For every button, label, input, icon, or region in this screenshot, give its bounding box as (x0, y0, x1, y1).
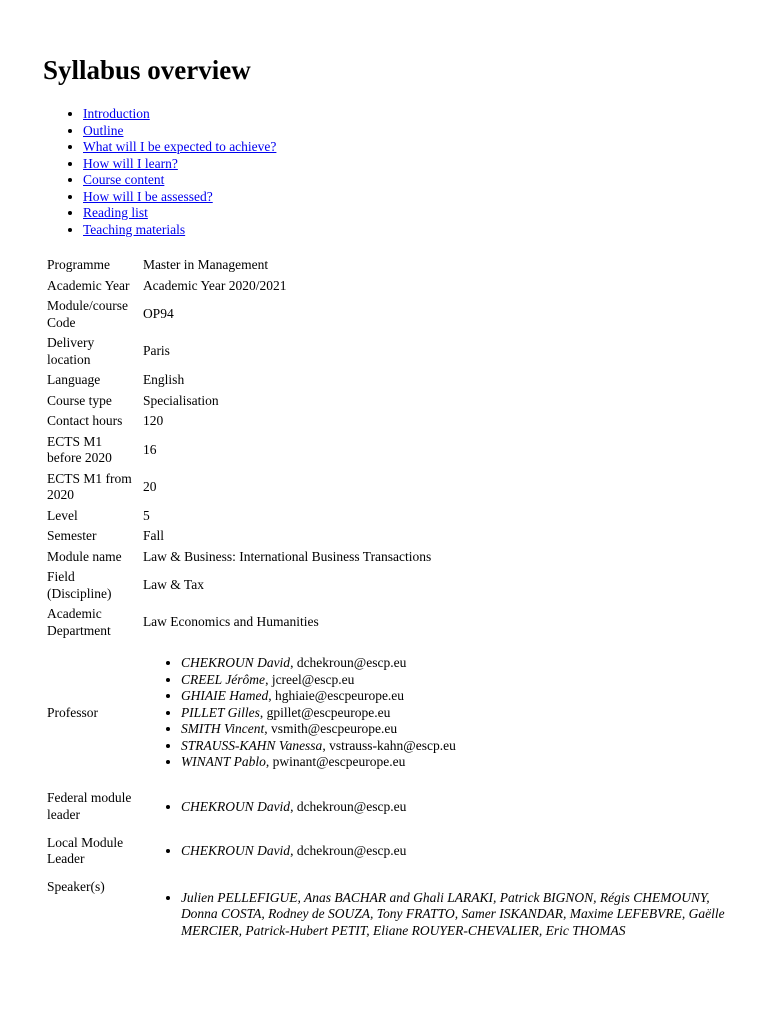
table-row (46, 548, 742, 567)
toc-link-assessment[interactable]: How will I be assessed? (83, 188, 213, 204)
row-value: Law & Business: International Business Transactions (142, 548, 432, 564)
row-value: Law Economics and Humanities (142, 614, 319, 630)
row-label: Delivery location (47, 335, 95, 367)
person-name: PILLET Gilles (180, 704, 260, 720)
row-label: Academic Year (47, 277, 130, 293)
person-email: , gpillet@escpeurope.eu (259, 704, 391, 720)
row-label: Module name (47, 548, 122, 564)
toc-link-outline[interactable]: Outline (83, 122, 124, 138)
row-label: Level (47, 507, 78, 523)
table-row (46, 527, 742, 546)
toc-link-course-content[interactable]: Course content (83, 172, 165, 187)
local-leader-label: Local Module Leader (47, 834, 124, 867)
table-row (46, 507, 742, 526)
speakers-text: • Julien PELLEFIGUE, Anas BACHAR and Ghali LARAKI, Patrick BIGNON, Régis CHEMOUNY, Donna COSTA, Rodney de SOUZA, Tony FRATTO, Samer ISKANDAR, Maxime LEFEBVRE, Gaëlle MERCIER, Patrick-Hubert PETIT, Eliane ROUYER-CHEVALIER, Eric THOMAS (181, 890, 741, 940)
row-value: English (142, 372, 185, 387)
speakers-cell (142, 875, 742, 953)
row-value: Paris (142, 343, 170, 359)
list-item (181, 672, 741, 689)
table-row (46, 568, 742, 603)
professor-list (143, 655, 741, 771)
row-value: Specialisation (142, 392, 219, 408)
person-email: , hghiaie@escpeurope.eu (268, 688, 405, 703)
row-label: Module/course Code (47, 298, 128, 330)
row-label: Programme (47, 257, 110, 272)
local-leader-cell (142, 830, 742, 873)
federal-leader-label: Federal module leader (47, 790, 132, 822)
professor-cell (142, 642, 742, 784)
toc-item (83, 156, 276, 173)
toc-link-how-will-i-learn[interactable]: How will I learn? (83, 155, 178, 171)
row-value: 16 (142, 441, 157, 457)
person-name: CHEKROUN David (180, 655, 291, 670)
speakers-label: Speaker(s) (47, 878, 105, 894)
table-row (46, 433, 742, 468)
table-row (46, 371, 742, 390)
toc-item (83, 205, 276, 222)
row-value: Fall (142, 528, 164, 543)
table-row (46, 470, 742, 505)
row-label: Academic Department (47, 606, 111, 638)
person-email: , dchekroun@escp.eu (290, 798, 407, 814)
row-value: 120 (142, 413, 164, 428)
row-value: Law & Tax (142, 577, 204, 593)
row-label: Field (Discipline) (47, 569, 112, 601)
toc-item (83, 106, 276, 123)
list-item (181, 799, 741, 816)
federal-leader-list (143, 799, 741, 816)
course-info-table (44, 254, 744, 954)
list-item (181, 655, 741, 672)
toc-link-reading-list[interactable]: Reading list (83, 205, 148, 220)
person-email: , dchekroun@escp.eu (290, 843, 407, 858)
person-name: CHEKROUN David (180, 843, 291, 858)
table-row (46, 830, 742, 873)
table-of-contents (43, 106, 276, 238)
person-email: , jcreel@escp.eu (265, 671, 355, 687)
row-value: OP94 (142, 306, 174, 322)
toc-item (83, 172, 276, 189)
professor-label: Professor (47, 704, 98, 720)
person-email: , vsmith@escpeurope.eu (264, 721, 398, 736)
toc-item (83, 139, 276, 156)
person-name: GHIAIE Hamed (180, 688, 269, 703)
row-value: Academic Year 2020/2021 (142, 277, 287, 293)
list-item (181, 721, 741, 738)
person-name: CHEKROUN David (180, 798, 291, 814)
row-value: Master in Management (142, 257, 269, 272)
table-row (46, 392, 742, 411)
person-email: , pwinant@escpeurope.eu (265, 754, 406, 769)
federal-leader-cell (142, 786, 742, 829)
table-row (46, 875, 742, 953)
table-row (46, 412, 742, 431)
table-row (46, 256, 742, 275)
person-name: STRAUSS-KAHN Vanessa (180, 737, 323, 753)
person-name: WINANT Pablo (180, 754, 266, 769)
toc-item (83, 189, 276, 206)
toc-link-introduction[interactable]: Introduction (83, 106, 150, 121)
list-item (181, 843, 741, 860)
toc-link-expected-to-achieve[interactable]: What will I be expected to achieve? (83, 139, 277, 154)
list-item (181, 754, 741, 771)
row-label: Course type (47, 392, 112, 408)
list-item (181, 738, 741, 755)
row-value: 5 (142, 507, 150, 523)
list-item (181, 705, 741, 722)
table-row (46, 334, 742, 369)
person-email: , dchekroun@escp.eu (290, 655, 407, 670)
speakers-list (143, 890, 741, 940)
row-label: Language (47, 372, 101, 387)
row-label: Contact hours (47, 413, 123, 428)
row-label: ECTS M1 before 2020 (47, 433, 112, 465)
list-item (181, 688, 741, 705)
person-name: CREEL Jérôme (180, 671, 266, 687)
person-email: , vstrauss-kahn@escp.eu (322, 737, 456, 753)
table-row (46, 297, 742, 332)
toc-link-teaching-materials[interactable]: Teaching materials (83, 221, 186, 237)
row-label: Semester (47, 528, 97, 543)
table-row (46, 277, 742, 296)
person-name: SMITH Vincent (180, 721, 265, 736)
table-row (46, 786, 742, 829)
toc-item (83, 222, 276, 239)
local-leader-list (143, 843, 741, 860)
table-row (46, 605, 742, 640)
toc-item (83, 123, 276, 140)
row-label: ECTS M1 from 2020 (47, 470, 132, 502)
table-row (46, 642, 742, 784)
page-title: Syllabus overview (43, 55, 251, 85)
row-value: 20 (142, 478, 157, 494)
